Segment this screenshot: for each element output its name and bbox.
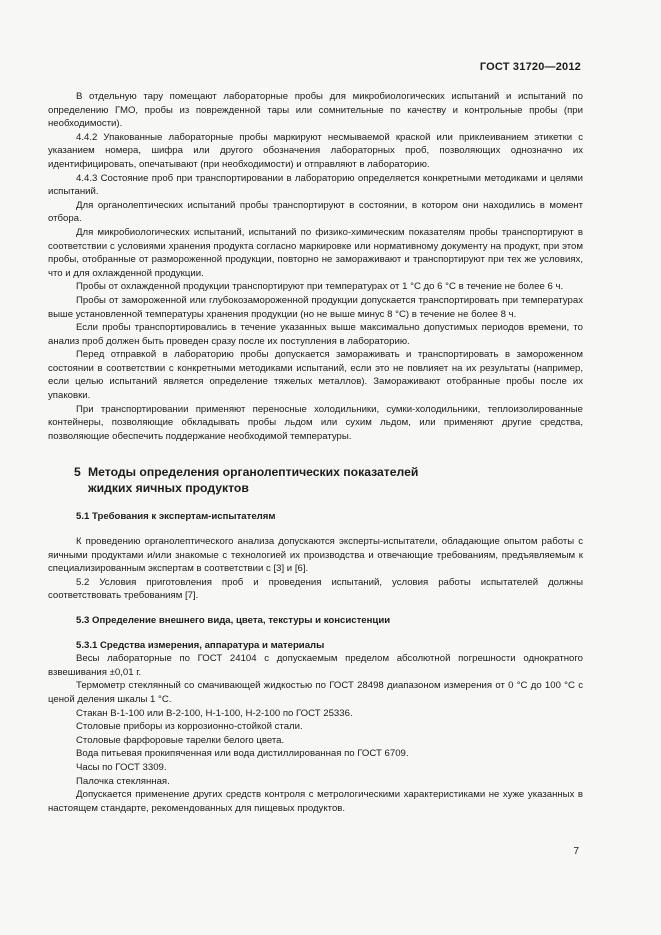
list-item: Палочка стеклянная. xyxy=(76,775,170,787)
list-item: Столовые приборы из коррозионно-стойкой стали. xyxy=(76,721,303,733)
list-item: Допускается применение других средств контроля с метрологическими характеристиками не хуже указанных в настоящем стандарте, рекомендованных для пищевых продуктов. xyxy=(48,789,583,814)
paragraph: 4.4.3 Состояние проб при транспортировании в лабораторию определяется конкретными методиками и целями испытаний. xyxy=(48,172,583,198)
page-number: 7 xyxy=(573,846,579,857)
document-body xyxy=(48,90,583,815)
subsection-5-1-heading: 5.1 Требования к экспертам-испытателям xyxy=(76,511,276,523)
list-item: Термометр стеклянный со смачивающей жидкостью по ГОСТ 28498 диапазоном измерения от 0 °С до 100 °С с ценой деления шкалы 1 °С. xyxy=(48,680,583,705)
list-item: Стакан В-1-100 или В-2-100, Н-1-100, Н-2-100 по ГОСТ 25336. xyxy=(76,707,353,719)
section-title-line-1: Методы определения органолептических показателей xyxy=(88,465,419,480)
paragraph: К проведению органолептического анализа допускаются эксперты-испытатели, обладающие опытом работы с яичными продуктами и/или знакомые с технологией их производства и отвечающие требованиям, предъявляемым к специализированным экспертам в соответствии с [3] и [6]. xyxy=(48,536,583,575)
paragraph: Перед отправкой в лабораторию пробы допускается замораживать и транспортировать в замороженном состоянии в соответствии с конкретными методиками испытаний, если это не повлияет на их результаты (например, если целью испытаний является определение тяжелых металлов). Замораживают отобранные пробы после их упаковки. xyxy=(48,349,583,402)
list-item: Весы лабораторные по ГОСТ 24104 с допускаемым пределом абсолютной погрешности однократного взвешивания ±0,01 г. xyxy=(48,653,583,678)
paragraph: Для органолептических испытаний пробы транспортируют в состоянии, в котором они находились в момент отбора. xyxy=(48,199,583,225)
paragraph: Пробы от замороженной или глубокозамороженной продукции допускается транспортировать при температурах выше установленной температуры хранения продукции (но не выше минус 8 °С) в течение не более 8 ч. xyxy=(48,294,583,320)
section-5-heading xyxy=(74,465,583,496)
paragraph: Если пробы транспортировались в течение указанных выше максимально допустимых периодов времени, то анализ проб должен быть проведен сразу после их поступления в лабораторию. xyxy=(48,322,583,347)
paragraph: Пробы от охлажденной продукции транспортируют при температурах от 1 °С до 6 °С в течение не более 6 ч. xyxy=(76,281,564,293)
list-item: Часы по ГОСТ 3309. xyxy=(76,761,167,773)
section-number: 5 xyxy=(74,465,81,480)
standard-designation: ГОСТ 31720—2012 xyxy=(479,61,581,73)
subsection-5-3-heading: 5.3 Определение внешнего вида, цвета, текстуры и консистенции xyxy=(76,615,391,626)
paragraph: 4.4.2 Упакованные лабораторные пробы маркируют несмываемой краской или приклеиванием этикетки с указанием номера, шифра или другого обозначения лабораторных проб, позволяющих однозначно их идентифицировать, опечатывают (при необходимости) и отправляют в лабораторию. xyxy=(48,131,583,170)
paragraph: 5.2 Условия приготовления проб и проведения испытаний, условия работы испытателей должны соответствовать требованиям [7]. xyxy=(48,576,583,602)
list-item: Столовые фарфоровые тарелки белого цвета. xyxy=(76,734,285,746)
list-item: Вода питьевая прокипяченная или вода дистиллированная по ГОСТ 6709. xyxy=(76,748,409,760)
subsection-5-3-1-heading: 5.3.1 Средства измерения, аппаратура и материалы xyxy=(76,639,325,651)
paragraph: Для микробиологических испытаний, испытаний по физико-химическим показателям пробы транспортируют в соответствии с условиями хранения продукта согласно маркировке или нормативному документу на продукт, при этом пробы, отобранные от размороженной продукции, повторно не замораживают и транспортируют при тех же условиях, что и для охлажденной продукции. xyxy=(48,226,583,279)
section-title-line-2: жидких яичных продуктов xyxy=(88,480,249,495)
paragraph: В отдельную тару помещают лабораторные пробы для микробиологических испытаний и испытаний по определению ГМО, пробы из поврежденной тары или сомнительные по качеству и контрольные пробы (при необходимости). xyxy=(48,91,583,130)
paragraph: При транспортировании применяют переносные холодильники, сумки-холодильники, теплоизолированные контейнеры, позволяющие обкладывать пробы льдом или сухим льдом, или применяют другие средства, позволяющие обеспечить поддержание необходимой температуры. xyxy=(48,403,583,442)
